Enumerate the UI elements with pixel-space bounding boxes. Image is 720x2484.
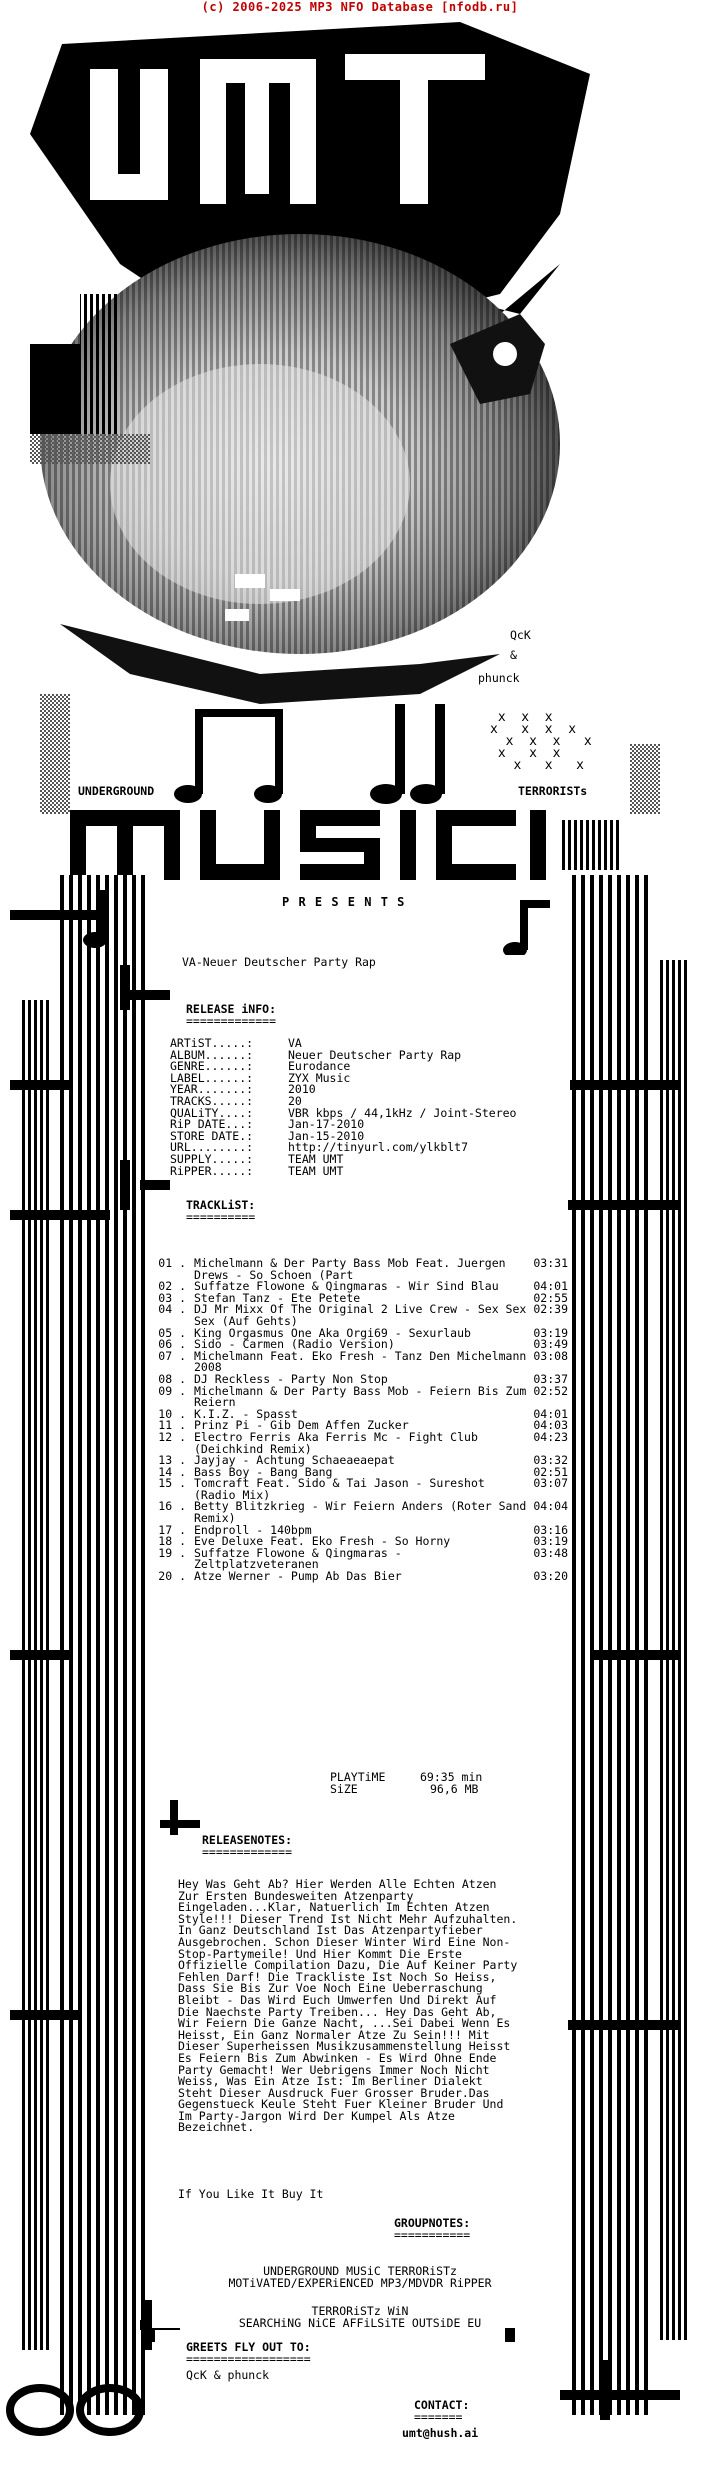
release-field-key: STORE DATE.:	[170, 1128, 254, 1143]
credit-amp: &	[510, 648, 517, 662]
track-row	[152, 1429, 568, 1456]
track-row	[152, 1304, 568, 1327]
track-number: 07 .	[158, 1348, 186, 1363]
group-line-3: TERRORiSTz WiN	[311, 2304, 409, 2318]
release-field-key: RiPPER.....:	[170, 1163, 254, 1178]
track-length: 02:51	[533, 1464, 568, 1479]
track-title: Suffatze Flowone & Qingmaras - Wir Sind Blau	[194, 1279, 499, 1294]
release-field-value: 20	[288, 1093, 302, 1108]
presents-label: P R E S E N T S	[282, 895, 406, 909]
track-title: Suffatze Flowone & Qingmaras - Zeltplatzveteranen	[194, 1545, 402, 1572]
track-number: 16 .	[158, 1499, 186, 1514]
release-info-underline: =============	[186, 1014, 277, 1028]
track-length: 03:19	[533, 1534, 568, 1549]
release-field-key: ARTiST.....:	[170, 1036, 254, 1050]
track-length: 03:32	[533, 1453, 568, 1468]
contact-panel	[152, 2400, 568, 2450]
track-length: 04:01	[533, 1279, 568, 1294]
umt-logo-art	[0, 14, 720, 814]
track-row	[152, 1383, 568, 1410]
track-title: Prinz Pi - Gib Dem Affen Zucker	[194, 1418, 409, 1433]
release-field-row	[170, 1163, 516, 1178]
track-number: 03 .	[158, 1290, 186, 1305]
track-number: 05 .	[158, 1325, 186, 1340]
releasenotes-body: Hey Was Geht Ab? Hier Werden Alle Echten Atzen Zur Ersten Bundesweiten Atzenparty Eingeladen...Klar, Natuerlich Im Echten Atzen Style!!! Dieser Trend Ist Nicht Mehr Aufzuhalten. In Ganz Deutschland Ist Das Atzenpartyfieber Ausgebrochen. Schon Dieser Winter Wird Eine Non-Stop-Partymeile! Und Hier Kommt Die Erste Offizielle Compilation Dazu, Die Auf Keiner Party Fehlen Darf! Die Trackliste Ist Noch So Heiss, Dass Sie Bis Zur Voe Noch Eine Ueberraschung Bleibt - Das Wird Euch Umwerfen Und Direkt Auf Die Naechste Party Treiben... Hey Das Geht Ab, Wir Feiern Die Ganze Nacht, ...Sei Dabei Wenn Es Heisst, Ein Ganz Normaler Atze Zu Sein!!! Mit Dieser Superheissen Musikzusammenstellung Heisst Es Feiern Bis Zum Abwinken - Es Wird Ohne Ende Party Gemacht! Wer Uebrigens Immer Noch Nicht Weiss, Was Ein Atze Ist: Im Berliner Dialekt Steht Dieser Ausdruck Fuer Grosser Bruder.Das Gegenstueck Keule Steht Fuer Kleiner Bruder Und Im Party-Jargon Wird Der Kumpel Als Atze Bezeichnet.	[178, 1877, 518, 2135]
track-length: 02:55	[533, 1290, 568, 1305]
track-title: Michelmann & Der Party Bass Mob - Feiern Bis Zum Reiern	[194, 1383, 527, 1410]
release-field-value: VBR kbps / 44,1kHz / Joint-Stereo	[288, 1105, 517, 1120]
track-number: 04 .	[158, 1302, 186, 1317]
track-row	[152, 1571, 568, 1583]
release-field-value[interactable]: http://tinyurl.com/ylkblt7	[288, 1140, 469, 1155]
releasenotes-label: RELEASENOTES:	[202, 1833, 293, 1847]
track-number: 14 .	[158, 1464, 186, 1479]
track-length: 03:20	[533, 1569, 568, 1584]
track-title: Sido - Carmen (Radio Version)	[194, 1337, 395, 1352]
groupnotes-panel	[152, 2218, 568, 2328]
size-value: 96,6 MB	[430, 1782, 479, 1796]
track-row	[152, 1478, 568, 1501]
release-title-panel	[152, 955, 568, 975]
track-length: 04:04	[533, 1499, 568, 1514]
tag-underground: UNDERGROUND	[78, 784, 155, 798]
track-row	[152, 1348, 568, 1375]
track-length: 04:03	[533, 1418, 568, 1433]
release-field-key: YEAR.......:	[170, 1082, 254, 1097]
track-row	[152, 1258, 568, 1281]
credit-qck: QcK	[510, 628, 531, 642]
track-length: 03:48	[533, 1545, 568, 1560]
tracklist-panel	[152, 1198, 568, 1796]
track-title: K.I.Z. - Spasst	[194, 1406, 298, 1421]
track-title: Bass Boy - Bang Bang	[194, 1464, 333, 1479]
release-field-value: Jan-17-2010	[288, 1117, 365, 1132]
release-fields	[170, 1038, 516, 1177]
track-title: Betty Blitzkrieg - Wir Feiern Anders (Roter Sand Remix)	[194, 1499, 527, 1526]
playtime-value: 69:35 min	[420, 1770, 483, 1784]
track-title: DJ Reckless - Party Non Stop	[194, 1371, 388, 1386]
release-field-key: SUPPLY.....:	[170, 1151, 254, 1166]
release-field-value: TEAM UMT	[288, 1163, 344, 1178]
track-title: King Orgasmus One Aka Orgi69 - Sexurlaub	[194, 1325, 471, 1340]
release-field-value: TEAM UMT	[288, 1151, 344, 1166]
contact-label: CONTACT:	[414, 2398, 470, 2412]
track-number: 08 .	[158, 1371, 186, 1386]
track-title: Atze Werner - Pump Ab Das Bier	[194, 1569, 402, 1584]
track-number: 15 .	[158, 1476, 186, 1491]
track-number: 09 .	[158, 1383, 186, 1398]
release-field-key: LABEL......:	[170, 1070, 254, 1085]
track-title: DJ Mr Mixx Of The Original 2 Live Crew - Sex Sex Sex (Auf Gehts)	[194, 1302, 527, 1328]
track-title: Tomcraft Feat. Sido & Tai Jason - Sureshot (Radio Mix)	[194, 1476, 485, 1502]
copyright-banner: (c) 2006-2025 MP3 NFO Database [nfodb.ru]	[201, 0, 519, 14]
track-number: 13 .	[158, 1453, 186, 1468]
group-line-2: MOTiVATED/EXPERiENCED MP3/MDVDR RiPPER	[228, 2276, 492, 2290]
releasenotes-closing: If You Like It Buy It	[178, 2187, 324, 2201]
track-length: 03:08	[533, 1348, 568, 1363]
release-field-key: ALBUM......:	[170, 1047, 254, 1062]
groupnotes-underline: ===========	[394, 2228, 471, 2242]
greets-names: QcK & phunck	[186, 2368, 270, 2382]
release-field-key: URL........:	[170, 1140, 254, 1155]
release-field-key: RiP DATE...:	[170, 1117, 254, 1132]
release-field-value: 2010	[288, 1082, 316, 1097]
track-row	[152, 1501, 568, 1524]
track-length: 03:37	[533, 1371, 568, 1386]
release-field-value: Eurodance	[288, 1059, 351, 1074]
release-field-value: ZYX Music	[288, 1070, 351, 1085]
track-length: 04:23	[533, 1429, 568, 1444]
release-field-key: QUALiTY....:	[170, 1105, 254, 1120]
track-number: 19 .	[158, 1545, 186, 1560]
track-number: 10 .	[158, 1406, 186, 1421]
tag-terrorists: TERRORISTs	[518, 784, 588, 798]
release-field-value: VA	[288, 1036, 302, 1050]
greets-label: GREETS FLY OUT TO:	[186, 2340, 311, 2354]
groupnotes-label: GROUPNOTES:	[394, 2216, 471, 2230]
track-title: Jayjay - Achtung Schaeaeaepat	[194, 1453, 395, 1468]
track-length: 04:01	[533, 1406, 568, 1421]
release-title: VA-Neuer Deutscher Party Rap	[182, 955, 376, 969]
track-number: 02 .	[158, 1279, 186, 1294]
track-list	[152, 1258, 568, 1583]
releasenotes-underline: =============	[202, 1845, 293, 1859]
track-number: 06 .	[158, 1337, 186, 1352]
release-field-value: Neuer Deutscher Party Rap	[288, 1047, 462, 1062]
x-marks-art: x x x x x x x x x x x x x x x x x	[490, 710, 592, 773]
track-number: 01 .	[158, 1256, 186, 1270]
size-label: SiZE	[330, 1782, 358, 1796]
release-field-key: TRACKS.....:	[170, 1093, 254, 1108]
track-length: 03:07	[533, 1476, 568, 1491]
track-number: 17 .	[158, 1522, 186, 1537]
greets-underline: ==================	[186, 2352, 311, 2366]
track-title: Stefan Tanz - Ete Petete	[194, 1290, 361, 1305]
track-number: 20 .	[158, 1569, 186, 1584]
contact-underline: =======	[414, 2410, 463, 2424]
release-field-value: Jan-15-2010	[288, 1128, 365, 1143]
track-length: 02:52	[533, 1383, 568, 1398]
track-length: 03:31	[533, 1256, 568, 1270]
track-title: Electro Ferris Aka Ferris Mc - Fight Club (Deichkind Remix)	[194, 1429, 478, 1456]
track-row	[152, 1545, 568, 1572]
contact-email: umt@hush.ai	[402, 2426, 479, 2440]
credit-phunck: phunck	[478, 671, 520, 685]
track-number: 18 .	[158, 1534, 186, 1549]
tracklist-label: TRACKLiST:	[186, 1198, 256, 1212]
track-length: 03:16	[533, 1522, 568, 1537]
music-wordmark-art	[70, 810, 650, 880]
tracklist-underline: ==========	[186, 1210, 256, 1224]
track-title: Eve Deluxe Feat. Eko Fresh - So Horny	[194, 1534, 451, 1549]
group-line-4: SEARCHiNG NiCE AFFiLSiTE OUTSiDE EU	[238, 2316, 482, 2330]
track-number: 11 .	[158, 1418, 186, 1433]
track-title: Michelmann Feat. Eko Fresh - Tanz Den Michelmann 2008	[194, 1348, 527, 1375]
track-length: 02:39	[533, 1302, 568, 1317]
track-length: 03:49	[533, 1337, 568, 1352]
greets-panel	[152, 2342, 568, 2386]
track-number: 12 .	[158, 1429, 186, 1444]
release-info-panel	[152, 1000, 568, 1178]
track-title: Michelmann & Der Party Bass Mob Feat. Juergen Drews - So Schoen (Part	[194, 1256, 506, 1282]
group-line-1: UNDERGROUND MUSiC TERRORiSTz	[263, 2264, 457, 2278]
playtime-label: PLAYTiME	[330, 1770, 386, 1784]
track-title: Endproll - 140bpm	[194, 1522, 312, 1537]
track-length: 03:19	[533, 1325, 568, 1340]
release-info-label: RELEASE iNFO:	[186, 1002, 277, 1016]
release-field-key: GENRE......:	[170, 1059, 254, 1074]
releasenotes-panel	[152, 1835, 568, 2205]
